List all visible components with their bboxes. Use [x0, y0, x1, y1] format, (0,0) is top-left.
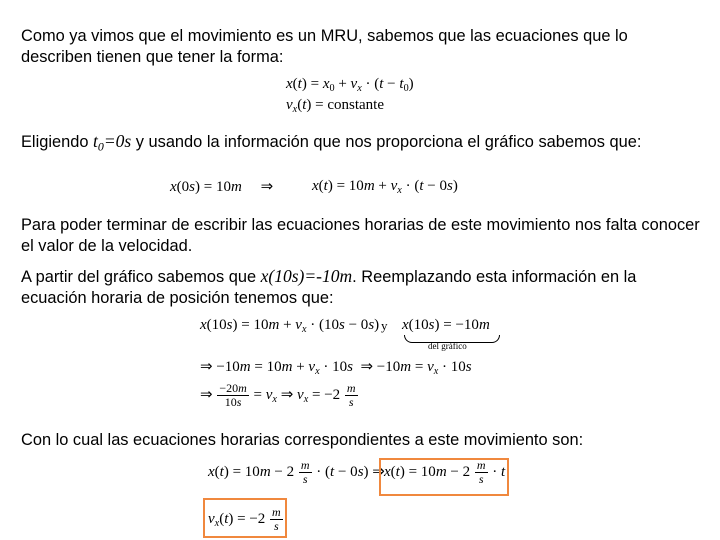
paragraph-choice-rest: y usando la información que nos proporciona el gráfico sabemos que:	[131, 133, 642, 151]
from-graph-label: del gráfico	[428, 341, 467, 351]
implies-arrow-icon: ⇒	[260, 177, 274, 195]
implies-arrow-icon: ⇒	[372, 461, 385, 480]
implies-arrow-icon: ⇒	[360, 357, 374, 375]
equation-step-2: ⇒ $\frac{-20m}{10s}$ = $v_x$ ⇒ $v_x = -2$ $\frac{m}{s}$	[200, 381, 356, 409]
paragraph-velocity-needed: Para poder terminar de escribir las ecuaciones horarias de este movimiento nos falta conocer el valor de la velocidad.	[21, 216, 700, 255]
implies-arrow-icon: ⇒	[200, 384, 213, 403]
paragraph-graph-intro: A partir del gráfico sabemos que	[21, 268, 261, 286]
implies-arrow-icon: ⇒	[200, 357, 213, 375]
equation-position-x0: $x(t) = 10m + v_x \cdot (t - 0s)$	[312, 178, 458, 197]
equation-general-velocity: $v_x(t)$ = constante	[286, 97, 384, 116]
paragraph-choice	[21, 131, 701, 158]
fraction-20m-10s: $\frac{-20m}{10s}$	[219, 381, 247, 409]
equation-final-position-full: x(t) = 10m − 2 $\frac{m}{s}$ · (t − 0s) ⇒	[208, 458, 385, 486]
graph-value: x(10s)=-10m	[260, 266, 353, 286]
paragraph-graph-data	[21, 266, 701, 309]
paragraph-conclusion: Con lo cual las ecuaciones horarias correspondientes a este movimiento son:	[21, 431, 584, 449]
connector-y: y	[381, 318, 388, 333]
fraction-m-s: $\frac{m}{s}$	[346, 381, 356, 409]
fraction-m-s: $\frac{m}{s}$	[272, 505, 281, 533]
equation-final-velocity: $v_x(t) = -2$ $\frac{m}{s}$	[208, 505, 281, 533]
paragraph-intro: Como ya vimos que el movimiento es un MRU, sabemos que las ecuaciones que lo describen tienen que tener la forma:	[21, 27, 628, 66]
implies-arrow-icon: ⇒	[280, 384, 294, 403]
t0-variable: $t_0=0s$	[93, 131, 132, 154]
equation-initial-condition: x(0s) = 10m ⇒	[170, 177, 274, 195]
equation-given-x10: x(10s) = −10m	[402, 317, 490, 333]
paragraph-graph-rest: . Reemplazando esta información en la ecuación horaria de posición tenemos que:	[21, 268, 637, 307]
equation-pos-at-10s: $x(10s) = 10m + v_x \cdot (10s - 0s)$	[200, 317, 380, 336]
paragraph-choice-intro: Eligiendo	[21, 133, 93, 151]
fraction-m-s: $\frac{m}{s}$	[300, 458, 310, 486]
equation-final-position: x(t) = 10m − 2 $\frac{m}{s}$ · t	[384, 458, 506, 486]
equation-step-1: ⇒ $-10m = 10m + v_x \cdot 10s$ ⇒ $-10m = v_x \cdot 10s$	[200, 357, 472, 378]
fraction-m-s: $\frac{m}{s}$	[476, 458, 486, 486]
equation-general-position: $x(t) = x_0 + v_x \cdot (t - t_0)$	[286, 76, 414, 95]
